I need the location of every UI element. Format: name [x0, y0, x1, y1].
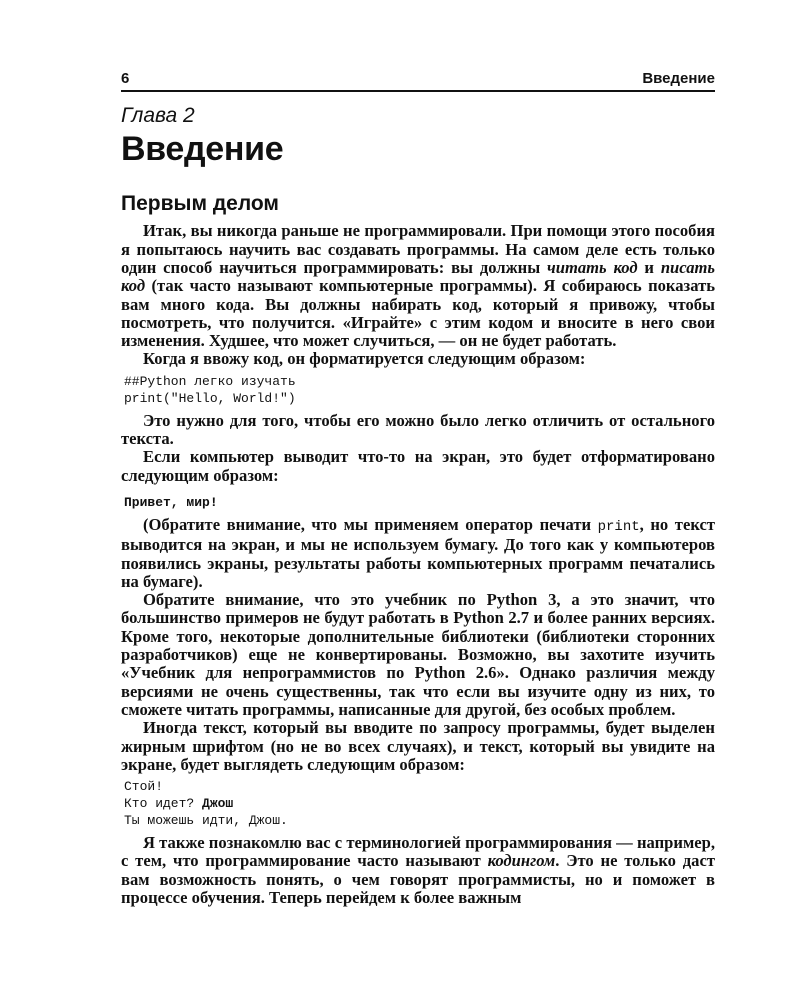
page-number: 6 [121, 70, 130, 87]
chapter-label: Глава 2 [121, 104, 195, 127]
code-block-input [124, 373, 715, 407]
code-line: Ты можешь идти, Джош. [124, 813, 288, 829]
book-page [121, 70, 715, 907]
body-text [121, 516, 715, 774]
paragraph [121, 516, 715, 591]
paragraph: Обратите внимание, что это учебник по Python 3, а это значит, что большинство примеров не будут работать в Python 2.7 и более ранних версиях. Кроме того, некоторые дополнительные библиотеки (библиотеки сторонних разработчиков) еще не конвертированы. Возможно, вы захотите изучить «Учебник для непрограммистов по Python 2.6». Однако различия между версиями не очень существенны, так что если вы изучите одну из них, то сможете читать программы, написанные для другой, без особых проблем. [121, 590, 715, 719]
text-run: Итак, вы никогда раньше не программировали. При помощи этого пособия я попытаюсь научить вас создавать программы. На самом деле есть только один способ научиться программировать: вы должны [121, 221, 715, 277]
text-run: (так часто называют компьютерные программы). Я собираюсь показать вам много кода. Вы должны набирать код, который я привожу, чтобы посмотреть, что получится. «Играйте» с этим кодом и вносите в него свои изменения. Худшее, что может случиться, — он не будет работать. [121, 276, 715, 351]
text-run: Я также познакомлю вас с терминологией программирования — например, с тем, что программирование часто называют [121, 833, 715, 871]
paragraph: Это нужно для того, чтобы его можно было легко отличить от остального текста. [121, 410, 715, 449]
user-input: Джош [202, 796, 234, 812]
text-run: . Это не только даст вам возможность понять, о чем говорят программисты, но и поможет в процессе обучения. Теперь перейдем к более важным [121, 851, 715, 907]
body-text [121, 834, 715, 907]
code-line: Стой! [124, 779, 164, 795]
text-run: (Обратите внимание, что мы применяем оператор печати [143, 514, 598, 534]
paragraph: Иногда текст, который вы вводите по запросу программы, будет выделен жирным шрифтом (но не во всех случаях), и текст, который вы увидите на экране, будет выглядеть следующим образом: [121, 718, 715, 774]
text-run: и [637, 257, 661, 277]
text-run: , но текст выводится на экран, и мы не используем бумагу. До того как у компьютеров появились экраны, результаты работы компьютерных программ печатались на бумаге). [121, 514, 715, 591]
section-title: Первым делом [121, 192, 279, 216]
body-text [121, 412, 715, 485]
running-title: Введение [642, 70, 715, 87]
code-block-output [124, 494, 715, 511]
paragraph: Если компьютер выводит что-то на экран, это будет отформатировано следующим образом: [121, 447, 715, 485]
code-line: Кто идет? [124, 796, 203, 812]
code-line: print("Hello, World!") [124, 390, 296, 406]
running-header [121, 70, 715, 92]
paragraph [121, 222, 715, 350]
emphasis: читать код [547, 257, 638, 277]
body-text [121, 222, 715, 368]
code-line: Привет, мир! [124, 494, 218, 510]
inline-code: print [597, 518, 640, 535]
emphasis: писать код [121, 257, 715, 296]
paragraph: Когда я ввожу код, он форматируется следующим образом: [143, 349, 586, 369]
code-block-dialog [124, 778, 715, 829]
emphasis: кодингом [487, 851, 556, 871]
chapter-title: Введение [121, 130, 284, 169]
paragraph [121, 834, 715, 907]
code-line: ##Python легко изучать [124, 373, 296, 389]
